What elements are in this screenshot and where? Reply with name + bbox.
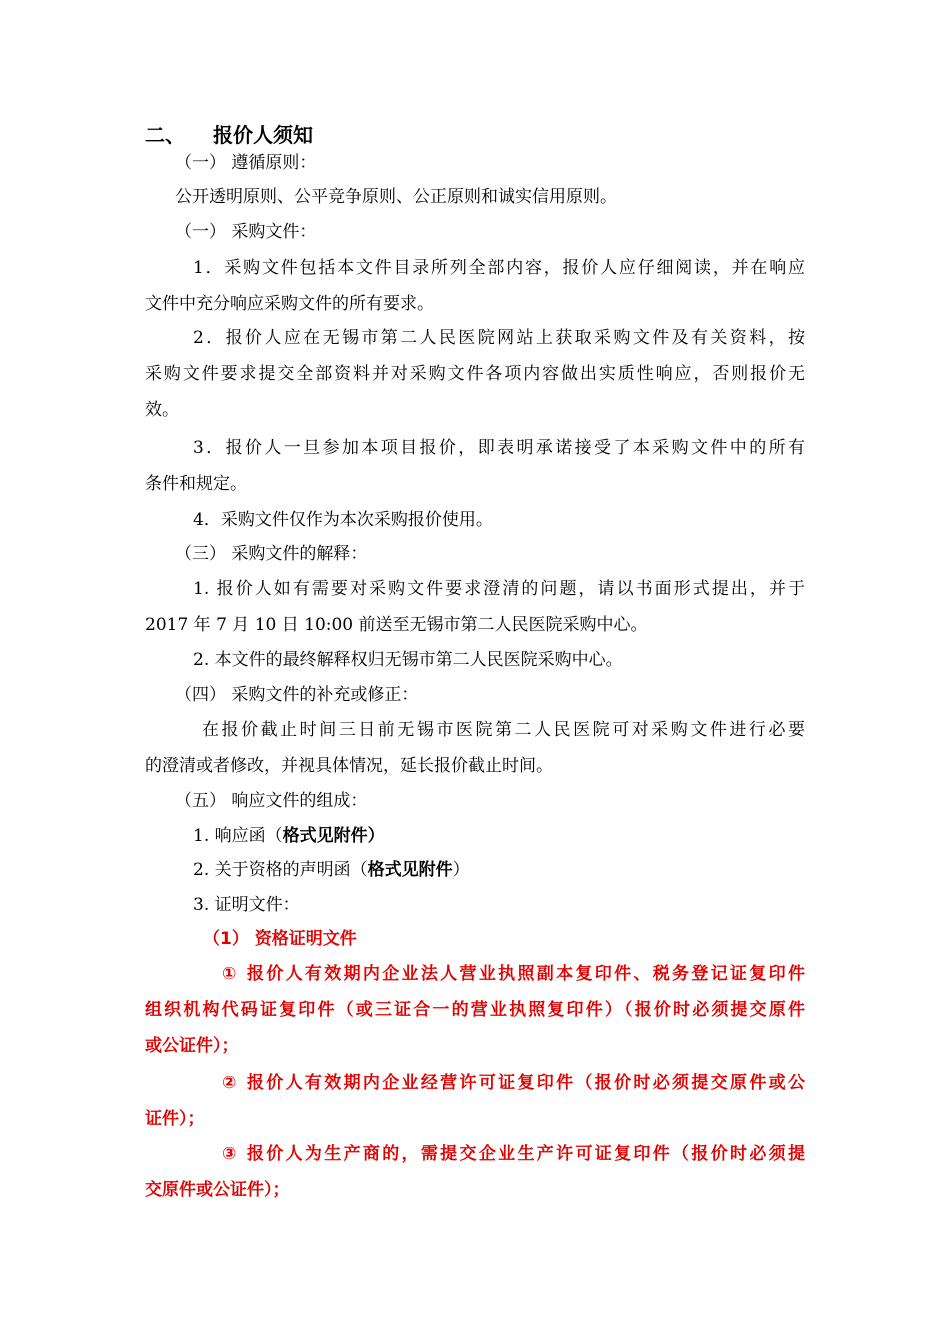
list-item-docs-4: 4．采购文件仅作为本次采购报价使用。 xyxy=(193,510,493,530)
paragraph-amendments-line2: 的澄清或者修改，并视具体情况，延长报价截止时间。 xyxy=(145,756,553,776)
subsection-heading-principles: （一） 遵循原则： xyxy=(175,153,317,173)
paragraph-amendments-line1: 在报价截止时间三日前无锡市医院第二人民医院可对采购文件进行必要 xyxy=(202,720,805,740)
list-item-interp-1-line2: 2017 年 7 月 10 日 10:00 前送至无锡市第二人民医院采购中心。 xyxy=(145,615,648,635)
section-title: 报价人须知 xyxy=(213,123,313,147)
list-item-docs-1-line1: 1．采购文件包括本文件目录所列全部内容，报价人应仔细阅读，并在响应 xyxy=(193,258,805,278)
list-item-docs-2-line2: 采购文件要求提交全部资料并对采购文件各项内容做出实质性响应，否则报价无 xyxy=(145,364,805,384)
list-item-interp-1-line1: 1. 报价人如有需要对采购文件要求澄清的问题，请以书面形式提出，并于 xyxy=(193,579,805,599)
list-item-docs-1-line2: 文件中充分响应采购文件的所有要求。 xyxy=(145,294,434,314)
subsection-heading-interpretation: （三） 采购文件的解释： xyxy=(175,544,368,564)
qualification-item-2-line1: ② 报价人有效期内企业经营许可证复印件（报价时必须提交原件或公 xyxy=(222,1073,805,1093)
qualification-item-3-line1: ③ 报价人为生产商的，需提交企业生产许可证复印件（报价时必须提 xyxy=(222,1144,805,1164)
list-item-response-1 xyxy=(193,825,385,847)
format-note-bold: 格式见附件 xyxy=(367,860,453,880)
list-item-docs-2-line3: 效。 xyxy=(145,400,179,420)
section-number: 二、 xyxy=(145,123,185,147)
subsection-heading-procurement-docs: （一） 采购文件： xyxy=(175,222,317,242)
subsection-heading-amendments: （四） 采购文件的补充或修正： xyxy=(175,685,419,705)
qualification-item-3-line2: 交原件或公证件）； xyxy=(145,1180,290,1200)
qualification-item-1-line3: 或公证件）； xyxy=(145,1036,239,1056)
list-item-response-2-text: 2. 关于资格的声明函（ xyxy=(193,860,368,880)
list-item-interp-2: 2. 本文件的最终解释权归无锡市第二人民医院采购中心。 xyxy=(193,650,623,670)
sub-item-qualification-heading: （1） 资格证明文件 xyxy=(203,929,357,949)
paragraph-principles: 公开透明原则、公平竞争原则、公正原则和诚实信用原则。 xyxy=(175,187,617,207)
list-item-docs-2-line1: 2．报价人应在无锡市第二人民医院网站上获取采购文件及有关资料，按 xyxy=(193,328,805,348)
format-note-bold: 格式见附件） xyxy=(282,826,385,846)
list-item-response-2-close: ） xyxy=(452,860,470,880)
qualification-item-1-line1: ① 报价人有效期内企业法人营业执照副本复印件、税务登记证复印件 xyxy=(222,964,805,984)
list-item-response-2 xyxy=(193,859,470,881)
subsection-heading-response-docs: （五） 响应文件的组成： xyxy=(175,791,368,811)
section-heading xyxy=(145,124,313,146)
qualification-item-1-line2: 组织机构代码证复印件（或三证合一的营业执照复印件）（报价时必须提交原件 xyxy=(145,1000,805,1020)
list-item-docs-3-line1: 3．报价人一旦参加本项目报价，即表明承诺接受了本采购文件中的所有 xyxy=(193,438,805,458)
qualification-item-2-line2: 证件）； xyxy=(145,1109,205,1129)
list-item-response-3: 3. 证明文件： xyxy=(193,895,300,915)
list-item-response-1-text: 1. 响应函（ xyxy=(193,826,283,846)
list-item-docs-3-line2: 条件和规定。 xyxy=(145,474,247,494)
